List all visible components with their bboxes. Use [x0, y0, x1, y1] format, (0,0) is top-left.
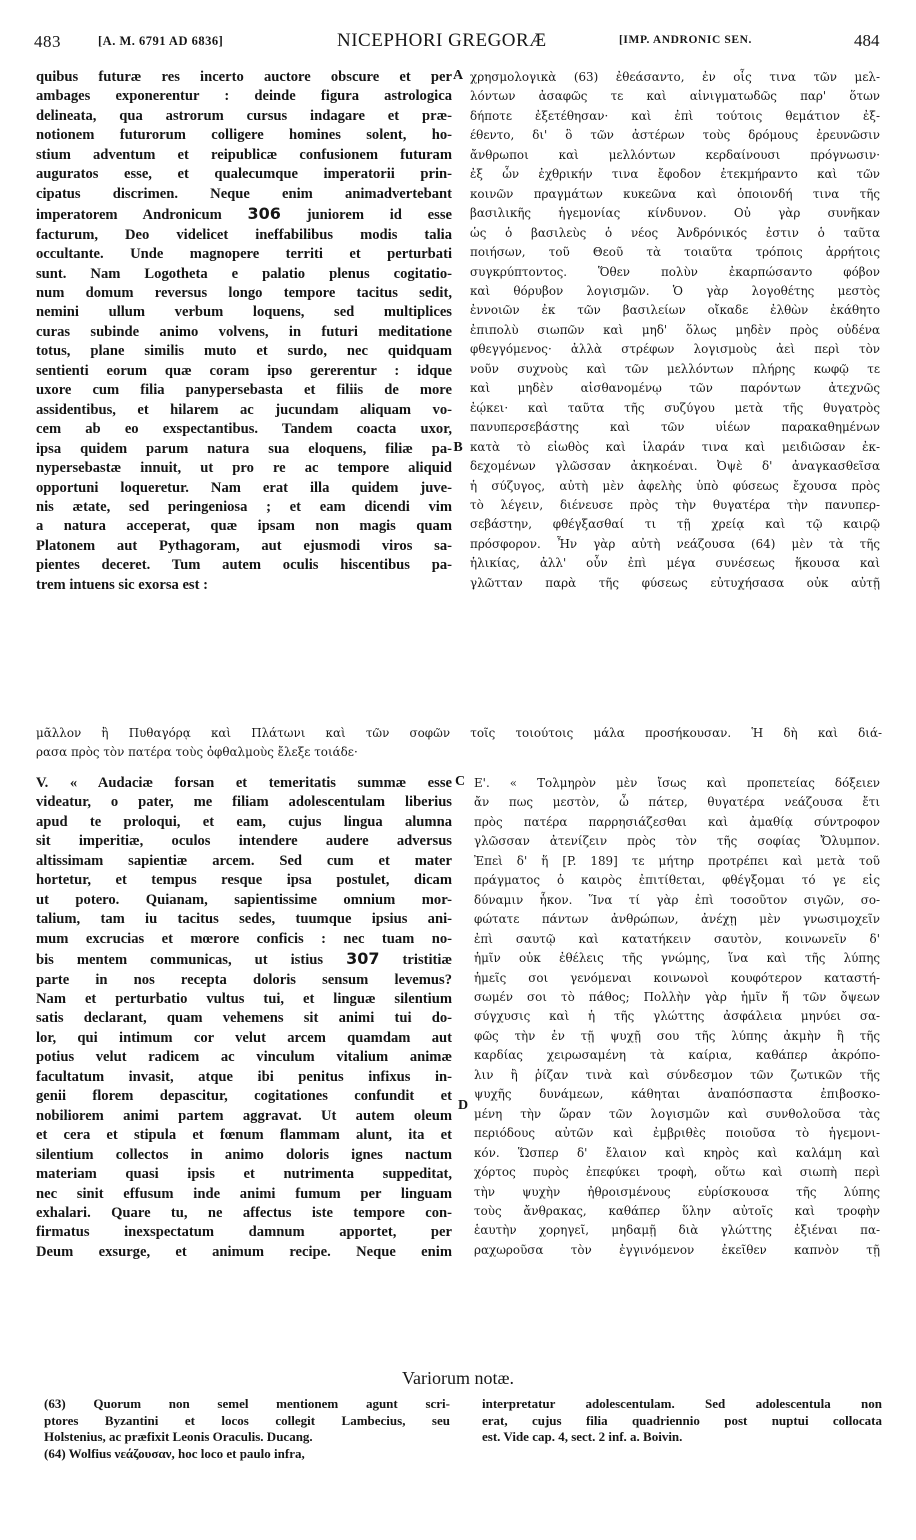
- latin-line: exhalari. Quare tu, ne affectus iste tempore con-: [36, 1204, 452, 1221]
- greek-line: ἡμεῖς σοι γενόμεναι κοινωνοὶ κουφότερον καταστή-: [474, 970, 880, 985]
- greek-line: δήποτε ἐξετέθησαν· καὶ ἐπὶ τούτοις θεμάτιον ἐξ-: [470, 108, 880, 123]
- note-line: est. Vide cap. 4, sect. 2 inf. a. Boivin.: [482, 1429, 683, 1444]
- note-line: (63) Quorum non semel mentionem agunt scri-: [44, 1396, 450, 1411]
- latin-fragment: tristitiæ: [402, 952, 452, 969]
- greek-line: πρόσφορον. Ἦν γὰρ αὐτὴ νεάζουσα (64) μὲν τὰ τῆς: [470, 536, 880, 551]
- greek-line: ἡμῖν οὐκ ἐθέλεις τῆς γνώμης, ἵνα καὶ τῆς λύπης: [474, 951, 880, 966]
- greek-line: σύγχυσις καὶ ἡ τῆς γλώττης ἀσφάλεια μηνύει σα-: [474, 1009, 880, 1024]
- latin-line: hortetur, et tempus resque ipsa postulet, dicam: [36, 872, 452, 889]
- latin-line: curas subinde animo volvens, in futuri meditatione: [36, 323, 452, 340]
- greek-line: ἐπιπολὺ σιωπῶν καὶ μηδ' ὅλως μηδὲν πρὸς οὐδένα: [470, 322, 880, 337]
- running-header: [34, 30, 882, 56]
- latin-line: potius velut radicem ac vinculum vitalium animæ: [36, 1049, 452, 1066]
- greek-line: Ε'. « Τολμηρὸν μὲν ἴσως καὶ προπετείας δόξειεν: [474, 776, 880, 790]
- note-line: erat, cujus filia quadriennio post nuptui collocata: [482, 1412, 882, 1428]
- greek-line: τὴν ψυχὴν ἠθροισμένους εὑρίσκουσα τῆς λύπης: [474, 1184, 880, 1199]
- greek-line: λόντων ἀσαφῶς τε καὶ αἰνιγματωδῶς παρ' ὅτων: [470, 89, 880, 104]
- latin-line: auguratos esse, et qualecumque imperatorii prin-: [36, 166, 452, 183]
- reign-reference: [IMP. ANDRONIC SEN.: [619, 34, 753, 46]
- greek-line: πράγματος ὁ καιρὸς ἐπιτίθεται, φθέγξομαι τό γε εἰς: [474, 873, 880, 888]
- latin-line: stium adventum et reipublicæ confusionem futuram: [36, 146, 452, 163]
- notes-right-column: [482, 1396, 882, 1446]
- greek-line: ἡλικίας, ἀλλ' οὖν ἐπὶ μέγα συνέσεως ἥκουσα καὶ: [470, 556, 880, 571]
- greek-line: ποιήσων, τοῦ Θεοῦ τὰ τοιαῦτα τρόποις ἀρρήτοις: [470, 245, 880, 260]
- greek-line: νοῦν συχνοὺς καὶ τῶν μελλόντων πλήρης κωφῷ τε: [470, 361, 880, 376]
- greek-line: δεχομένων γλῶσσαν ἀκηκοέναι. Ὀψὲ δ' ἀναγκασθεῖσα: [470, 459, 880, 474]
- latin-line: assidentibus, et hilarem ac jucundam aliquam vo-: [36, 401, 452, 418]
- greek-line: ἐννοιῶν ἐκ τῶν βασιλείων οἴκαδε ἐλθὼν ἐκάθητο: [470, 303, 880, 318]
- latin-line: Platonem aut Pythagoram, aut ejusmodi viros sa-: [36, 537, 452, 554]
- latin-line: facultatum invasit, atque ibi penitus infixus in-: [36, 1068, 452, 1085]
- greek-line: χόρτος πυρὸς ἐπεφύκει τροφὴ, οὕτω καὶ σιωπὴ περὶ: [474, 1165, 880, 1180]
- latin-line: sentienti eorum quæ coram ipso gererentur : idque: [36, 362, 452, 379]
- greek-line: συγκρύπτοντος. Ὅθεν πολὺν ἐκαρπώσαντο φόβον: [470, 264, 880, 279]
- greek-line: μένη τὴν ὥραν τῶν λογισμῶν καὶ συνθολοῦσα τὰς: [474, 1106, 880, 1121]
- greek-line: τοὺς ἄνθρακας, καθάπερ ὕλην αὐτοῖς καὶ τροφὴν: [474, 1203, 880, 1218]
- greek-line: καὶ μηδὲν αἰσθανομένῳ τῶν παρόντων ἀτεχνῶς: [470, 381, 880, 396]
- latin-line: ut potero. Quianam, sapientissime omnium mor-: [36, 891, 452, 908]
- greek-line: κατὰ τὸ εἰωθὸς καὶ ἱλαράν τινα καὶ μειδιῶσαν ἐκ-: [470, 439, 880, 454]
- latin-line: num domum reversus longo tempore tacitus sedit,: [36, 284, 452, 301]
- greek-line: φθεγγόμενος· ἀλλὰ στρέφων λογισμοὺς ἀεὶ περὶ τὸν: [470, 342, 880, 357]
- greek-line: ἄν πως μεστὸν, ὦ πάτερ, θυγατέρα νεάζουσα ἔτι: [474, 795, 880, 810]
- latin-line: a natura acceperat, quæ ipsam non magis quam: [36, 518, 452, 535]
- latin-line: opportuni loqueretur. Nam erat illa quidem juve-: [36, 479, 452, 496]
- greek-line: πρὸς πατέρα παρρησιάζεσθαι καὶ ἀμαθίᾳ σύντροφον: [474, 814, 880, 829]
- margin-letter-d: D: [457, 1098, 469, 1113]
- greek-line: περιόδους αὐτῶν καὶ ἐμβριθὲς ποιοῦσα τὸ ἡγεμονι-: [474, 1126, 880, 1141]
- section-number: 307: [346, 949, 380, 969]
- latin-column-lower: [36, 774, 452, 1262]
- note-line: (64) Wolfius νεάζουσαν, hoc loco et paulo infra,: [44, 1445, 305, 1461]
- latin-line: [36, 949, 452, 970]
- latin-line: occultante. Unde magnopere territi et perturbati: [36, 246, 452, 263]
- greek-line: ραχωροῦσα τὸν ἐγγινόμενον ἐκεῖθεν καπνὸν τῇ: [474, 1242, 880, 1257]
- latin-line: sunt. Nam Logotheta e palatio plenus cogitatio-: [36, 265, 452, 282]
- note-line: interpretatur adolescentulam. Sed adolescentula non: [482, 1396, 882, 1411]
- greek-line: βασιλικῆς ἡγεμονίας κίνδυνον. Οὐ γὰρ συνῆκαν: [470, 206, 880, 221]
- greek-line: κόν. Ὥσπερ δ' ἔλαιον καὶ κηρὸς καὶ καλάμη καὶ: [474, 1145, 880, 1160]
- notes-heading: Variorum notæ.: [402, 1368, 514, 1388]
- latin-line: uxore cum filia panypersebasta et filiis de more: [36, 382, 452, 399]
- greek-line: χρησμολογικὰ (63) ἐθεάσαντο, ἐν οἷς τινα τῶν μελ-: [470, 70, 880, 84]
- latin-line: silentium collectos in animo doloris ignes nactum: [36, 1146, 452, 1163]
- latin-line: V. « Audaciæ forsan et temeritatis summæ esse: [36, 775, 452, 791]
- latin-line: notionem futurorum colligere homines solent, ho-: [36, 127, 452, 144]
- latin-fragment: juniorem id esse: [306, 207, 452, 224]
- greek-line: ρασα πρὸς τὸν πατέρα τοὺς ὀφθαλμοὺς ἔλεξε τοιάδε·: [36, 745, 358, 760]
- greek-line: ἄνθρωποι καὶ μελλόντων κερδαίνουσι πρόγνωσιν·: [470, 147, 880, 162]
- latin-line: nobiliorem animi partem aggravat. Ut autem oleum: [36, 1107, 452, 1124]
- latin-line: sit imperitiæ, oculos intendere audere adversus: [36, 833, 452, 850]
- latin-line: quibus futuræ res incerto auctore obscure et per: [36, 69, 452, 85]
- greek-line: ἐῴκει· καὶ ταῦτα τῆς συζύγου μετὰ τῆς θυγατρὸς: [470, 400, 880, 415]
- latin-line: mum excrucias et mœrore conficis : nec tuam no-: [36, 930, 452, 947]
- latin-line: nypersebastæ innuit, ut pro re ac tempore aliquid: [36, 460, 452, 477]
- latin-fragment: bis mentem communicas, ut istius: [36, 952, 324, 969]
- latin-line: altissimam sapientiæ arcem. Sed cum et mater: [36, 852, 452, 869]
- greek-line: καὶ θόρυβον λογισμῶν. Ὁ γὰρ λογοθέτης μεστὸς: [470, 283, 880, 298]
- greek-line: τὸ λέγειν, διένευσε πρὸς τὴν θυγατέρα τὴν πανυπερ-: [470, 497, 880, 512]
- latin-line: et cera et stipula et fœnum flammam alunt, ita et: [36, 1127, 452, 1144]
- latin-fragment: imperatorem Andronicum: [36, 207, 222, 224]
- note-line: Holstenius, ac præfixit Leonis Oraculis. Ducang.: [44, 1429, 313, 1444]
- greek-line: ψυχῆς δυνάμεων, κάθηται ἀναπόσπαστα ἐπιβοσκο-: [474, 1087, 880, 1102]
- latin-line: genii florem depascitur, cogitationes confundit et: [36, 1088, 452, 1105]
- greek-line: φώτατε πάντων ἀνθρώπων, ἀνέχῃ μὲν γνωσιμοχεῖν: [474, 912, 880, 927]
- latin-line: satis declarant, quam vehemens sit animi tui do-: [36, 1010, 452, 1027]
- greek-line: ἐπὶ σαυτῷ καὶ κατατήκειν σαυτὸν, κοινωνεῖν δ': [474, 931, 880, 946]
- greek-line: γλῶσσαν ἀτενίζειν πρὸς τὸν τῆς σοφίας Ὄλυμπον.: [474, 834, 880, 849]
- margin-letter-c: C: [454, 774, 466, 789]
- latin-line: talium, tam iu tacitus sedes, tuumque ipsius ani-: [36, 911, 452, 928]
- latin-line: Nam et perturbatio vultus tui, et linguæ silentium: [36, 990, 452, 1007]
- latin-line: nec sinit effusum inde animi fumum per linguam: [36, 1185, 452, 1202]
- greek-line: σεβάστην, φθέγξασθαί τι τῇ χρείᾳ καὶ τῷ καιρῷ: [470, 517, 880, 532]
- notes-left-column: [44, 1396, 450, 1462]
- greek-line: ὡς ὁ βασιλεὺς ὁ νέος Ἀνδρόνικός ἐστιν ὁ ταῦτα: [470, 225, 880, 240]
- greek-column-upper: [470, 68, 880, 593]
- latin-line: videatur, o pater, me filiam adolescentulam liberius: [36, 794, 452, 811]
- page-number-left: 483: [34, 32, 61, 51]
- page-number-right: 484: [854, 31, 880, 50]
- latin-line: materiam quasi ipsis et nutrimenta suppeditat,: [36, 1166, 452, 1183]
- latin-line: firmatus inexspectatum damnum apportet, per: [36, 1224, 452, 1241]
- margin-letter-b: B: [453, 440, 463, 455]
- latin-line: ipsa quidem parum natura sua eloquens, filiæ pa-: [36, 440, 452, 457]
- latin-line: trem intuens sic exorsa est :: [36, 576, 208, 593]
- margin-letter-a: A: [452, 68, 464, 83]
- section-number: 306: [247, 204, 281, 224]
- greek-line: γλῶτταν παρὰ τῆς φύσεως εὐτυχήσασα οὐκ αὐτῇ: [470, 575, 880, 590]
- running-title: NICEPHORI GREGORÆ: [337, 30, 547, 51]
- latin-line: [36, 204, 452, 225]
- date-reference: [A. M. 6791 AD 6836]: [98, 34, 224, 48]
- greek-line: έθεντο, δι' ὃ τῶν ἀστέρων τοὺς δρόμους ἐρευνῶσιν: [470, 128, 880, 143]
- latin-line: parte in nos recepta doloris sensum levemus?: [36, 971, 452, 988]
- note-line: ptores Byzantini et locos collegit Lambecius, seu: [44, 1412, 450, 1428]
- latin-line: cem ab eo exspectantibus. Tandem coacta uxor,: [36, 421, 452, 438]
- latin-line: cipatus discrimen. Neque enim animadvertebant: [36, 185, 452, 202]
- greek-column-lower: [474, 774, 880, 1260]
- greek-fullwidth-block: [36, 724, 882, 763]
- greek-line: μᾶλλον ἢ Πυθαγόρᾳ καὶ Πλάτωνι καὶ τῶν σοφῶν τοῖς τοιούτοις μάλα προσήκουσαν. Ἡ δὴ καὶ διά-: [36, 726, 882, 740]
- greek-line: φῶς τὴν ἐν τῇ ψυχῇ σου τῆς λύπης ἀκμὴν ἢ τῆς: [474, 1028, 880, 1043]
- latin-line: pientes deceret. Tum autem oculis hiscentibus pa-: [36, 557, 452, 574]
- greek-line: δύναμιν ἧκον. Ἵνα τί γὰρ ἐπὶ τοσοῦτον σιγῶν, σο-: [474, 892, 880, 907]
- latin-column-upper: [36, 68, 452, 595]
- greek-line: Ἐπεὶ δ' ἥ [P. 189] τε μήτηρ προτρέπει καὶ μετὰ τοῦ: [474, 853, 880, 868]
- greek-line: πανυπερσεβάστης καὶ τῶν υἱέων παρακαθημένων: [470, 420, 880, 435]
- greek-line: κοινῶν πραγμάτων κυκεῶνα καὶ ὁποιονδή τινα τῆς: [470, 186, 880, 201]
- greek-line: ἡ σύζυγος, αὐτὴ μὲν ἀφελὴς ὑπὸ φύσεως ἔχουσα πρὸς: [470, 478, 880, 493]
- greek-line: καρδίας χειρωσαμένη τὰ καίρια, καθάπερ ἀκρόπο-: [474, 1048, 880, 1063]
- latin-line: apud te proloqui, et eam, cujus lingua alumna: [36, 813, 452, 830]
- greek-line: λιν ἢ ῥίζαν τινὰ καὶ σύνδεσμον τῶν ζωτικῶν τῆς: [474, 1067, 880, 1082]
- latin-line: lor, qui intimum cor velut arcem quamdam aut: [36, 1029, 452, 1046]
- latin-line: totus, plane similis muto et surdo, nec quidquam: [36, 343, 452, 360]
- greek-line: ἑαυτὴν χορηγεῖ, μηδαμῇ διὰ γλώττης ἐξιέναι πα-: [474, 1223, 880, 1238]
- greek-line: ἐξ ὧν ἐχθρικήν τινα ἔφοδον ἐτεκμήραντο καὶ τῶν: [470, 167, 880, 182]
- latin-line: facturum, Deo videlicet ineffabilibus modis talia: [36, 226, 452, 243]
- greek-line: σωμέν σοι τὸ πάθος; Πολλὴν γὰρ ἡμῖν ἥ τῶν ὄψεων: [474, 989, 880, 1004]
- latin-line: nis ætate, sed peringeniosa ; et eam dicendi vim: [36, 498, 452, 515]
- latin-line: Deum exsurge, et animum recipe. Neque enim: [36, 1243, 452, 1260]
- latin-line: nemini ullum verbum loquens, sed multiplices: [36, 304, 452, 321]
- latin-line: delineata, qua astrorum cursus indagare et præ-: [36, 107, 452, 124]
- latin-line: ambages exponerentur : deinde figura astrologica: [36, 88, 452, 105]
